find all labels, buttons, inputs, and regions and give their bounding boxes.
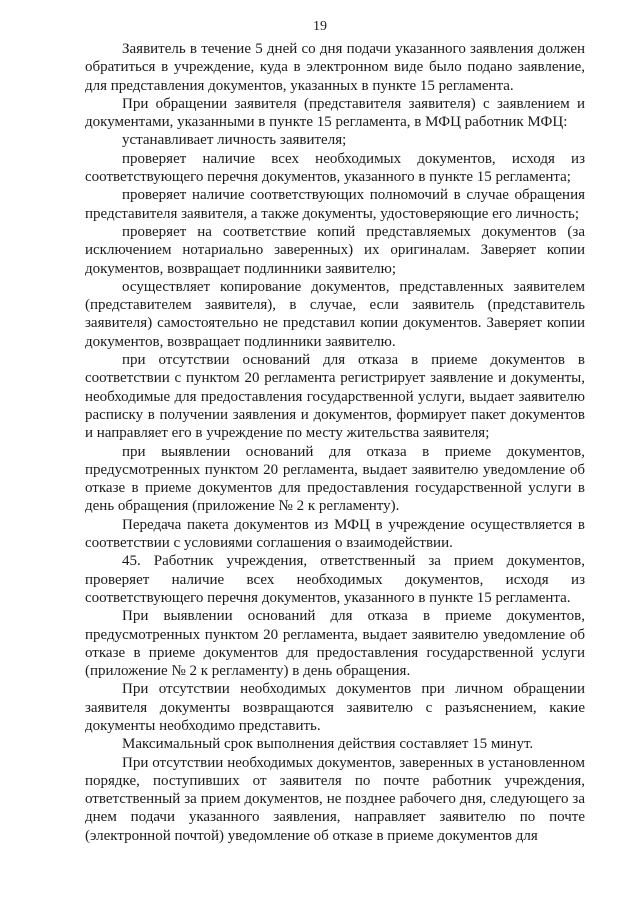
paragraph: При обращении заявителя (представителя заявителя) с заявлением и документами, указанными в пункте 15 регламента, в МФЦ работник МФЦ: bbox=[85, 95, 585, 131]
paragraph: Передача пакета документов из МФЦ в учреждение осуществляется в соответствии с условиями соглашения о взаимодействии. bbox=[85, 516, 585, 552]
paragraph: проверяет наличие соответствующих полномочий в случае обращения представителя заявителя, а также документы, удостоверяющие его личность; bbox=[85, 187, 585, 222]
paragraph: проверяет на соответствие копий представляемых документов (за исключением нотариально заверенных) их оригиналам. Заверяет копии документов, возвращает подлинники заявителю; bbox=[85, 223, 585, 277]
paragraph: при отсутствии оснований для отказа в приеме документов в соответствии с пунктом 20 регламента регистрирует заявление и документы, необходимые для предоставления государственной услуги, выдает заявителю расписку в получении заявления и документов, формирует пакет документов и направляет его в учреждение по месту жительства заявителя; bbox=[85, 352, 585, 442]
document-body bbox=[85, 40, 585, 845]
paragraph: При выявлении оснований для отказа в приеме документов, предусмотренных пунктом 20 регламента, выдает заявителю уведомление об отказе в приеме документов для предоставления государственной услуги (приложение № 2 к регламенту) в день обращения. bbox=[85, 608, 585, 680]
paragraph: проверяет наличие всех необходимых документов, исходя из соответствующего перечня документов, указанного в пункте 15 регламента; bbox=[85, 150, 585, 186]
paragraph: При отсутствии необходимых документов при личном обращении заявителя документы возвращаются заявителю с разъяснением, какие документы необходимо представить. bbox=[85, 681, 585, 734]
paragraph: при выявлении оснований для отказа в приеме документов, предусмотренных пунктом 20 регламента, выдает заявителю уведомление об отказе в приеме документов для предоставления государственной услуги в день обращения (приложение № 2 к регламенту). bbox=[85, 443, 585, 515]
paragraph: устанавливает личность заявителя; bbox=[122, 132, 347, 149]
paragraph: 45. Работник учреждения, ответственный за прием документов, проверяет наличие всех необходимых документов, исходя из соответствующего перечня документов, указанного в пункте 15 регламента. bbox=[85, 553, 585, 606]
paragraph: осуществляет копирование документов, представленных заявителем (представителем заявителя), в случае, если заявитель (представитель заявителя) самостоятельно не представил копии документов. Заверяет копии документов, возвращает подлинники заявителю. bbox=[85, 278, 585, 350]
paragraph: При отсутствии необходимых документов, заверенных в установленном порядке, поступивших от заявителя по почте работник учреждения, ответственный за прием документов, не позднее рабочего дня, следующего за днем подачи указанного заявления, направляет заявителю по почте (электронной почтой) уведомление об отказе в приеме документов для bbox=[85, 754, 585, 844]
paragraph: Максимальный срок выполнения действия составляет 15 минут. bbox=[122, 736, 534, 753]
page-number: 19 bbox=[313, 19, 327, 34]
paragraph: Заявитель в течение 5 дней со дня подачи указанного заявления должен обратиться в учреждение, куда в электронном виде было подано заявление, для представления документов, указанных в пункте 15 регламента. bbox=[85, 41, 585, 94]
